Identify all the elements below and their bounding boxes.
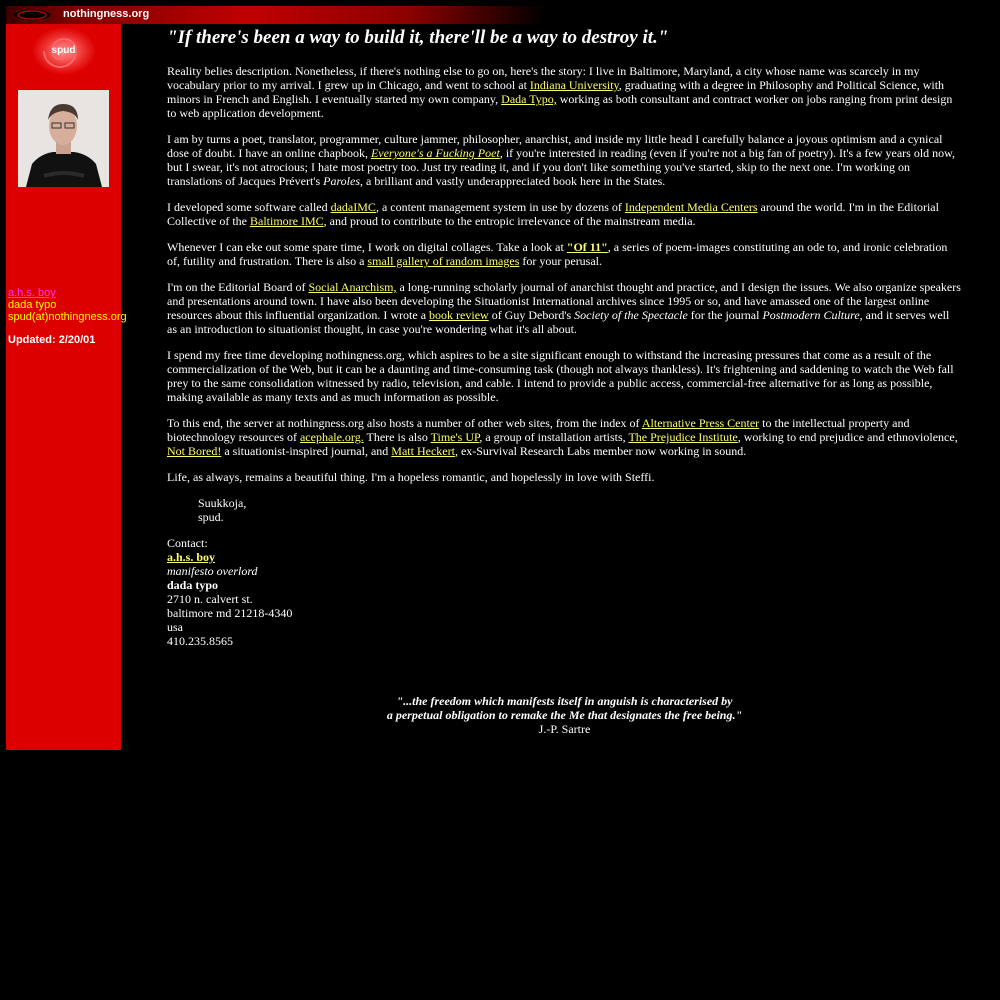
updated-date: Updated: 2/20/01 [8, 334, 96, 346]
text: Whenever I can eke out some spare time, I work on digital collages. Take a look at [167, 240, 567, 254]
link-chapbook[interactable]: Everyone's a Fucking Poet [370, 146, 500, 160]
header-banner [6, 6, 546, 24]
text: for your perusal. [519, 254, 603, 268]
sidebar [6, 24, 127, 750]
link-of-11[interactable]: "Of 11" [566, 240, 608, 254]
text: , a brilliant and vastly underappreciated book here in the States. [360, 174, 666, 188]
text: , graduating with a degree in Philosophy and Political Science, with minors in French and English. I eventually started my own company, [167, 78, 945, 106]
text: , and it serves well as an introduction to situationist thought, in case you're wondering what it's all about. [167, 308, 950, 336]
contact-phone: 410.235.8565 [167, 634, 233, 648]
link-book-review[interactable]: book review [429, 308, 489, 322]
contact-label: Contact: [167, 536, 208, 550]
text: to the intellectual property and biotechnology resources of [167, 416, 910, 444]
text: of Guy Debord's [488, 308, 575, 322]
quote-line-2: a perpetual obligation to remake the Me that designates the free being." [386, 708, 743, 722]
signoff [198, 496, 962, 524]
sidebar-links [8, 287, 127, 323]
paragraph-nothingness: I spend my free time developing nothingness.org, which aspires to be a site significant enough to withstand the increasing pressures that come as a result of the commercialization of the Web, but it can be a daunting and time-consuming task (though not always thankless). It's frightening and saddening to watch the Web fall prey to the same consolidation witnessed by radio, television, and cable. I intend to provide a public access, commercial-free alternative for as long as possible, making available as many texts and as much information as possible. [167, 348, 954, 404]
contact-street: 2710 n. calvert st. [167, 592, 253, 606]
link-dada-typo[interactable]: Dada Typo, [501, 92, 557, 106]
text: , and proud to contribute to the entropic irrelevance of the mainstream media. [323, 214, 696, 228]
paragraph-software [167, 200, 962, 228]
text-postmodern-culture: Postmodern Culture [762, 308, 860, 322]
contact-company: dada typo [167, 578, 219, 592]
paragraph-bio [167, 64, 962, 120]
text: I'm on the Editorial Board of [167, 280, 309, 294]
link-independent-media-centers[interactable]: Independent Media Centers [624, 200, 758, 214]
text: , a series of poem-images constituting an ode to, and ironic celebration of, futility and frustration. There is also a [167, 240, 948, 268]
text: a long-running scholarly journal of anarchist thought and practice, and I design the issues. We also organize speakers and presentations around town. I have also been developing the Situationist International archives since 1995 or so, and have amassed one of the largest online resources about this influential organization. I wrote a [167, 280, 961, 322]
text: There is also [363, 430, 431, 444]
paragraph-collages [167, 240, 962, 268]
contact-link-ahs-boy[interactable]: a.h.s. boy [167, 550, 216, 564]
site-name[interactable]: nothingness.org [63, 8, 150, 20]
sidebar-link-dada-typo[interactable]: dada typo [8, 299, 57, 311]
link-times-up[interactable]: Time's UP [430, 430, 480, 444]
text: I am by turns a poet, translator, programmer, culture jammer, philosopher, anarchist, and inside my little head I carefully balance a joyous optimism and a cynical dose of doubt. I have an online chapbook, [167, 132, 943, 160]
text: working as both consultant and contract worker on jobs ranging from print design to web application development. [167, 92, 953, 120]
link-alternative-press-center[interactable]: Alternative Press Center [641, 416, 760, 430]
link-indiana-university[interactable]: Indiana University [529, 78, 619, 92]
text: I developed some software called [167, 200, 331, 214]
link-prejudice-institute[interactable]: The Prejudice Institute [628, 430, 738, 444]
link-social-anarchism[interactable]: Social Anarchism, [308, 280, 397, 294]
text: for the journal [687, 308, 763, 322]
link-not-bored[interactable]: Not Bored! [167, 444, 222, 458]
quote-author: J.-P. Sartre [538, 722, 591, 736]
paragraph-editorial [167, 280, 962, 336]
signoff-line: Suukkoja, [198, 496, 247, 510]
text: Reality belies description. Nonetheless, if there's nothing else to go on, here's the story: I live in Baltimore, Maryland, a city whose name was scarcely in my vocabulary prior to my arrival. I grew up in Chicago, and went to school at [167, 64, 920, 92]
text: , working to end prejudice and ethnoviolence, [737, 430, 958, 444]
page-headline: "If there's been a way to build it, there'll be a way to destroy it." [167, 27, 669, 48]
text: , ex-Survival Research Labs member now working in sound. [454, 444, 747, 458]
text: To this end, the server at nothingness.org also hosts a number of other web sites, from the index of [167, 416, 642, 430]
sidebar-link-ahs-boy[interactable]: a.h.s. boy [8, 287, 56, 299]
paragraph-hosting [167, 416, 962, 458]
contact-city: baltimore md 21218-4340 [167, 606, 293, 620]
main-content [167, 27, 962, 648]
contact-country: usa [167, 620, 183, 634]
link-gallery[interactable]: small gallery of random images [367, 254, 520, 268]
text: , if you're interested in reading (even if you're not a big fan of poetry). It's a few years old now, but I swear, it's not atrocious; I hate most poetry too. Just try reading it, and if you don't like something you've started, skip to the next one. I'm working on translations of Jacques Prévert's [167, 146, 956, 188]
text: , a group of installation artists, [479, 430, 629, 444]
paragraph-life: Life, as always, remains a beautiful thing. I'm a hopeless romantic, and hopelessly in love with Steffi. [167, 470, 655, 484]
quote-line-1: "...the freedom which manifests itself in anguish is characterised by [396, 694, 733, 708]
text: around the world. I'm in the Editorial Collective of the [167, 200, 939, 228]
eye-logo-icon [12, 8, 52, 22]
text-society-spectacle: Society of the Spectacle [574, 308, 688, 322]
spud-logo-label: spud [51, 45, 76, 56]
contact-role: manifesto overlord [167, 564, 258, 578]
sidebar-link-email[interactable]: spud(at)nothingness.org [8, 311, 127, 323]
portrait-photo [18, 90, 109, 187]
link-dadaimc[interactable]: dadaIMC [330, 200, 376, 214]
text-paroles: Paroles [323, 174, 361, 188]
signoff-name: spud. [198, 510, 224, 524]
contact-block [167, 536, 962, 648]
paragraph-poet [167, 132, 962, 188]
link-baltimore-imc[interactable]: Baltimore IMC [249, 214, 324, 228]
link-acephale[interactable]: acephale.org. [299, 430, 364, 444]
sartre-quote [167, 694, 962, 736]
link-matt-heckert[interactable]: Matt Heckert [391, 444, 455, 458]
text: a situationist-inspired journal, and [221, 444, 392, 458]
text: , a content management system in use by dozens of [375, 200, 625, 214]
